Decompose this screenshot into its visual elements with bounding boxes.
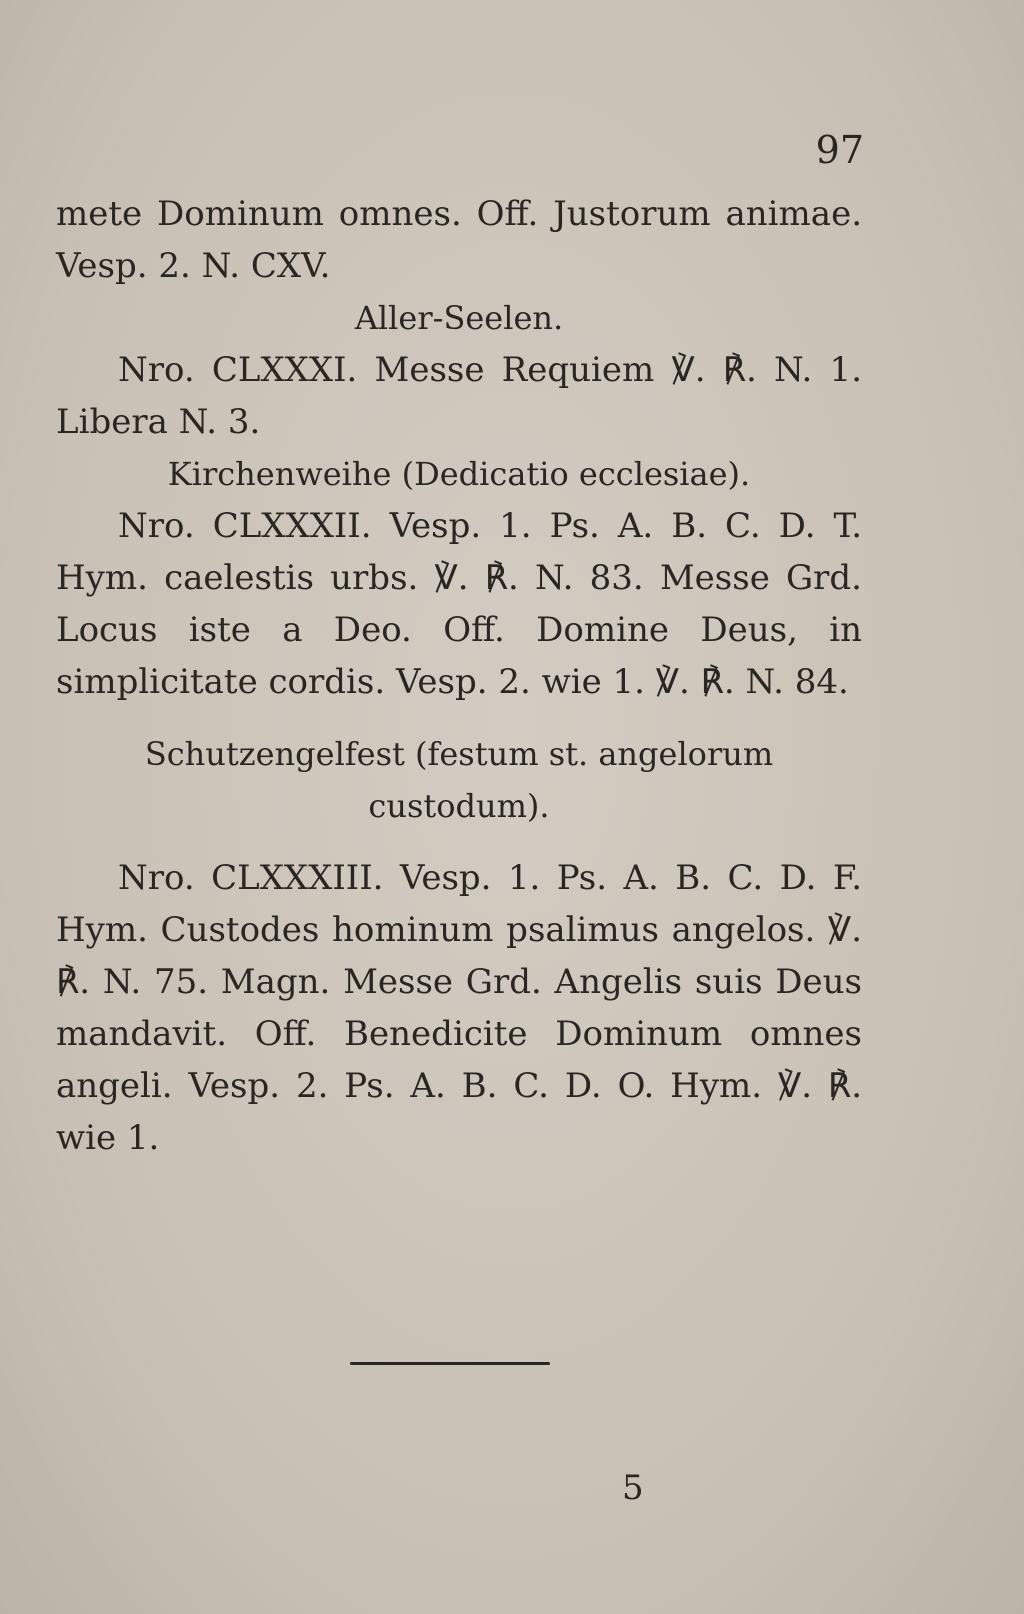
end-rule (350, 1362, 550, 1365)
paragraph-continuation: mete Dominum omnes. Off. Justorum animae. Vesp. 2. N. CXV. (56, 194, 862, 286)
heading-aller-seelen: Aller-Seelen. (354, 299, 564, 337)
page-text (56, 188, 862, 1164)
heading-schutzengelfest: Schutzengelfest (festum st. angelorum custodum). (144, 735, 774, 825)
page-number: 97 (815, 128, 864, 172)
paragraph-clxxxiii: Nro. CLXXXIII. Vesp. 1. Ps. A. B. C. D. F. Hym. Custodes hominum psalimus angelos. ℣. ℟. N. 75. Magn. Messe Grd. Angelis suis Deus mandavit. Off. Benedicite Dominum omnes angeli. Vesp. 2. Ps. A. B. C. D. O. Hym. ℣. ℟. wie 1. (56, 858, 862, 1158)
heading-kirchenweihe: Kirchenweihe (Dedicatio ecclesiae). (167, 455, 751, 493)
paragraph-clxxxi: Nro. CLXXXI. Messe Requiem ℣. ℟. N. 1. Libera N. 3. (56, 350, 862, 442)
paragraph-clxxxii: Nro. CLXXXII. Vesp. 1. Ps. A. B. C. D. T. Hym. caelestis urbs. ℣. ℟. N. 83. Messe Grd. Locus iste a Deo. Off. Domine Deus, in simplicitate cordis. Vesp. 2. wie 1. ℣. ℟. N. 84. (56, 506, 862, 702)
signature-mark: 5 (622, 1468, 644, 1508)
